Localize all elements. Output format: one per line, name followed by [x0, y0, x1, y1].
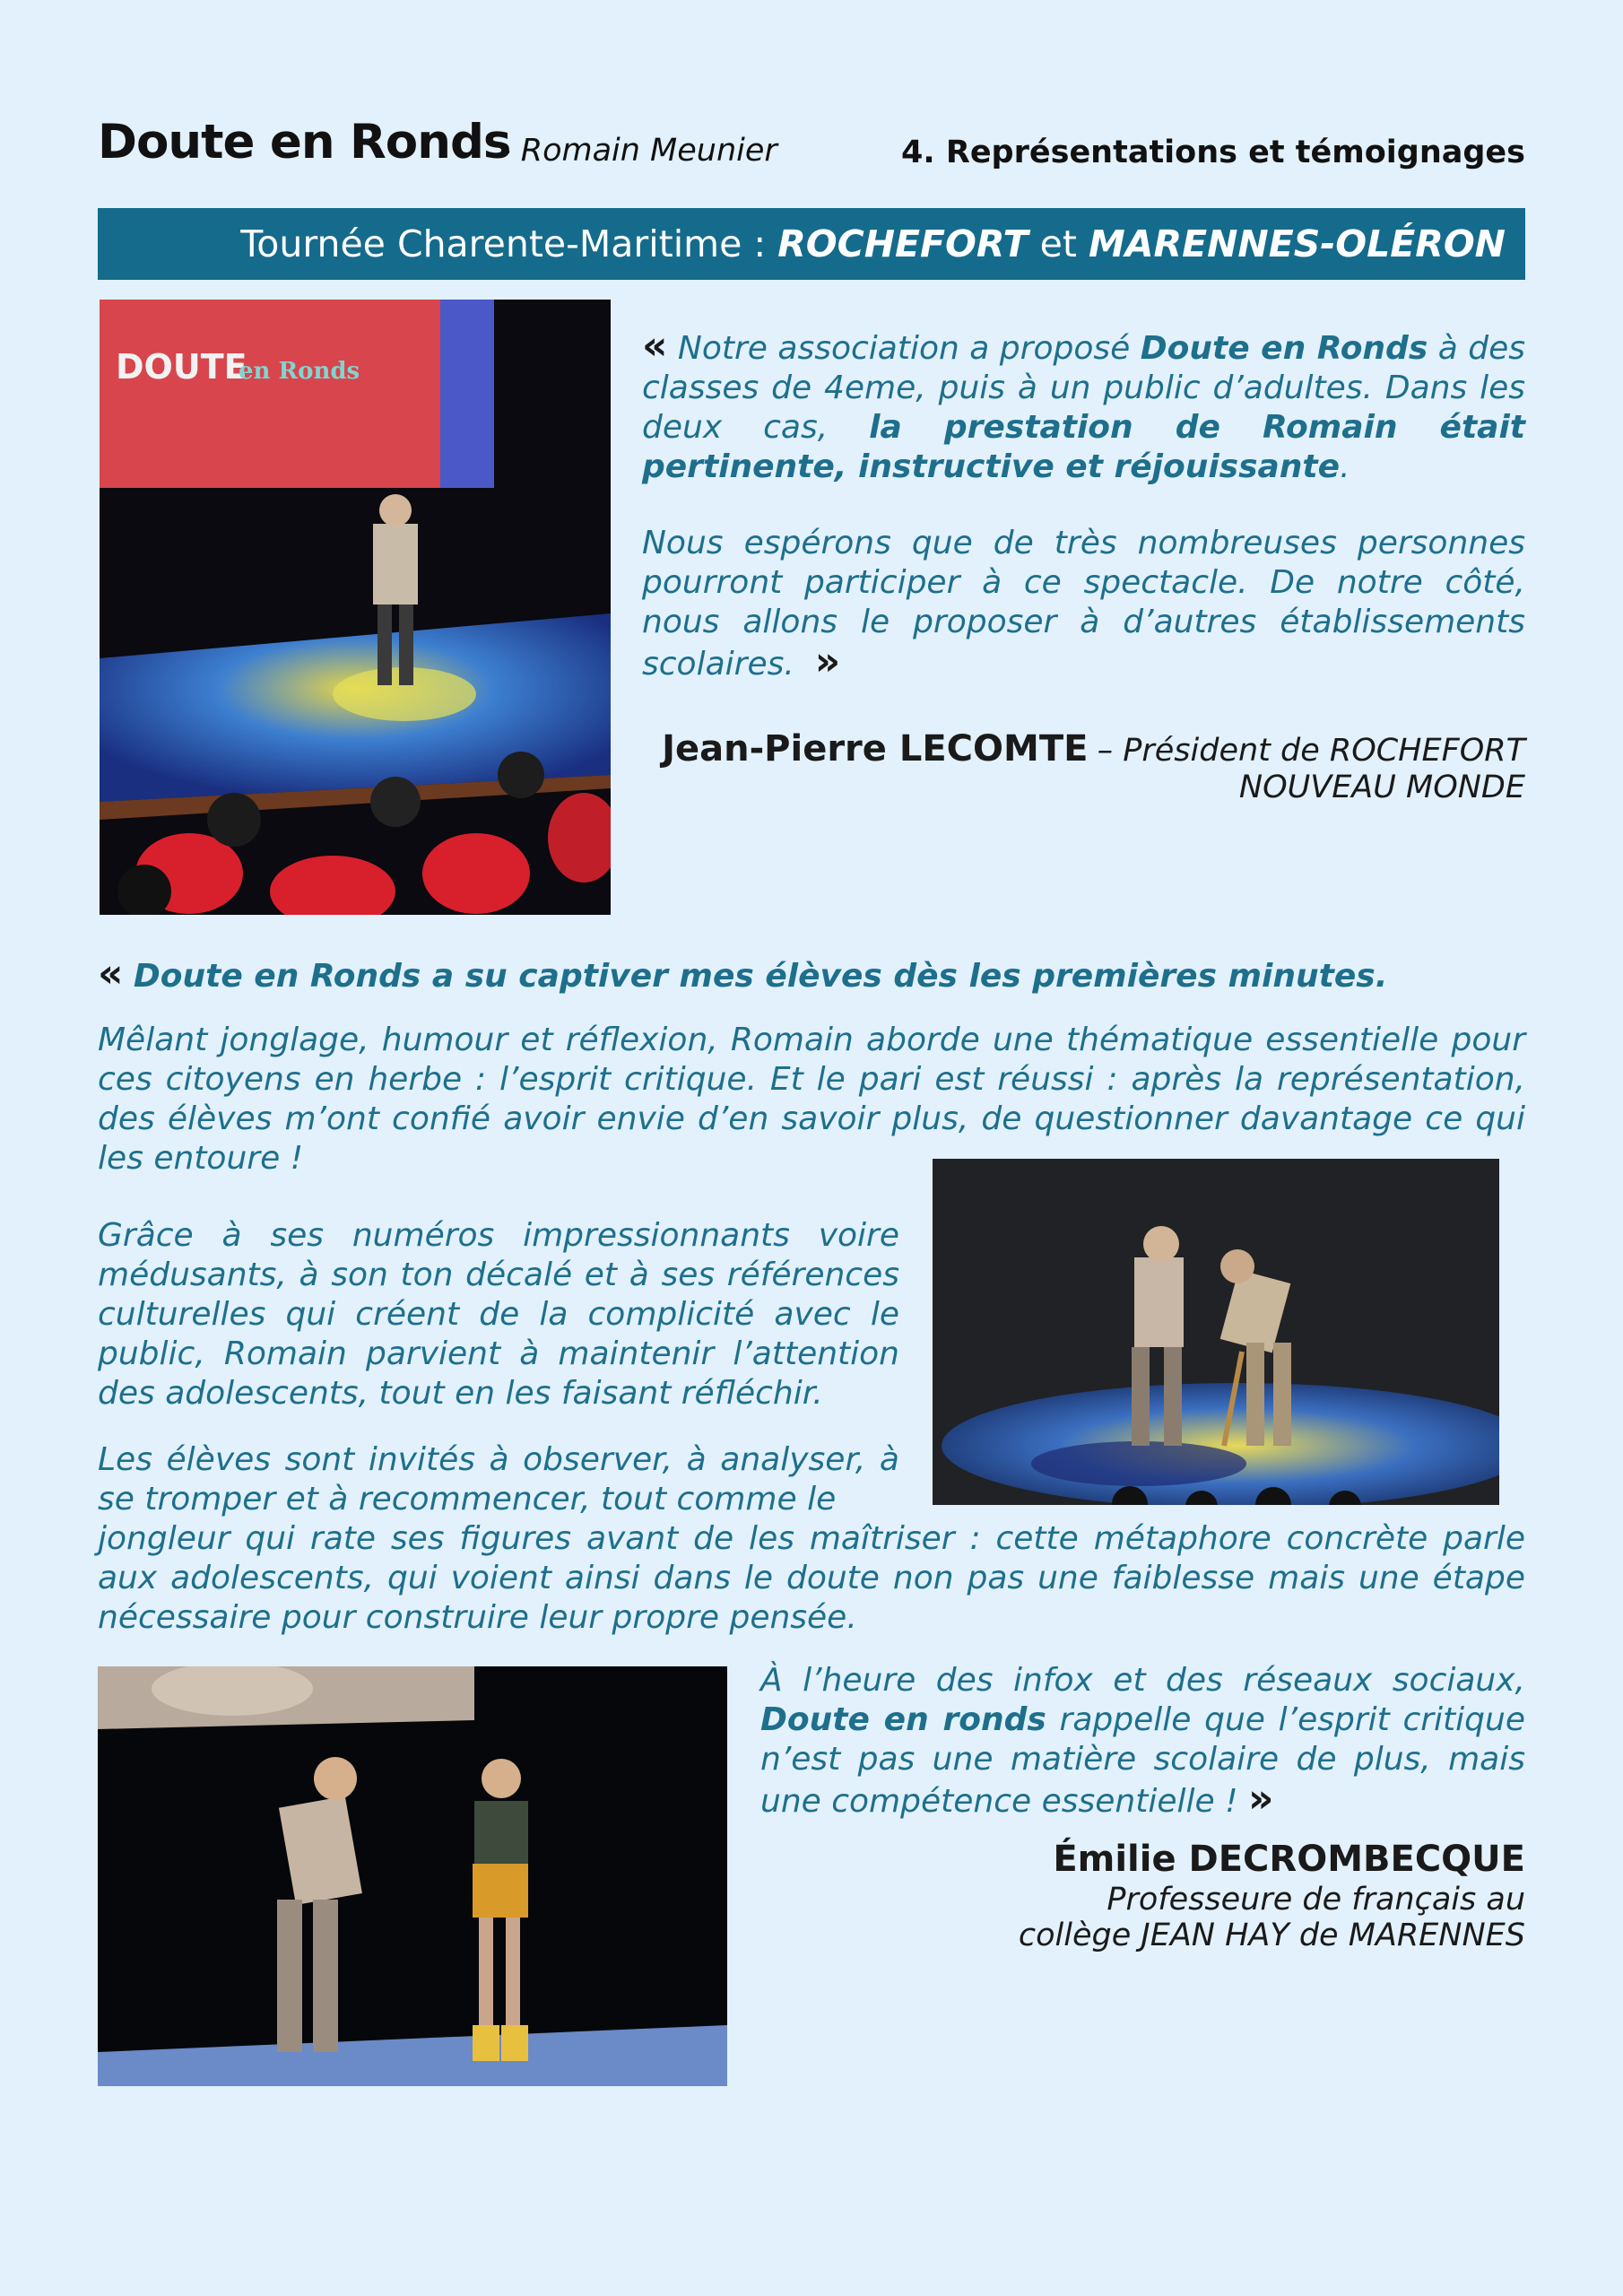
quote2-paragraph-3a: Les élèves sont invités à observer, à analyser, à se tromper et à recommencer, tout comme le: [98, 1441, 899, 1518]
quote1-text-a: Notre association a proposé: [667, 330, 1141, 367]
signature-name-2: Émilie DECROMBECQUE: [1053, 1839, 1525, 1880]
quote-rochefort-p2: [642, 524, 1525, 684]
quote1-highlight: la prestation de Romain était pertinente, instructive et réjouissante: [642, 409, 1526, 485]
duo-photo-illustration: [98, 1666, 727, 2086]
banner-city-marennes: MARENNES-OLÉRON: [1088, 222, 1506, 265]
quote2-paragraph-2: Grâce à ses numéros impressionnants voire médusants, à son ton décalé et à ses références culturelles qui créent de la complicité avec le public, Romain parvient à maintenir l’attention des adolescents, tout en les faisant réfléchir.: [98, 1217, 899, 1412]
signature-role-2: NOUVEAU MONDE: [1238, 770, 1525, 805]
doc-author: - Romain Meunier: [499, 133, 777, 169]
quote2-paragraph-4: [760, 1661, 1525, 1822]
quote-marennes-lead: [98, 951, 1525, 996]
stage-photo-illustration: [100, 300, 611, 915]
banner-city-rochefort: ROCHEFORT: [777, 222, 1028, 265]
signature-lecomte: [642, 728, 1525, 805]
quote2-lead: Doute en Ronds a su captiver mes élèves dès les premières minutes.: [133, 958, 1388, 995]
banner-prefix: Tournée Charente-Maritime :: [240, 222, 778, 265]
quote2-text-c: rappelle que l’esprit critique n’est pas une matière scolaire de plus, mais une compétence essentielle !: [760, 1701, 1525, 1820]
quote2-paragraph-3b: jongleur qui rate ses figures avant de les maîtriser : cette métaphore concrète parle aux adolescents, qui voient ainsi dans le doute non pas une faiblesse mais une étape nécessaire pour construire leur propre pensée.: [98, 1520, 1525, 1636]
header: [98, 115, 1525, 178]
quote1-paragraph-2: Nous espérons que de très nombreuses personnes pourront participer à ce spectacle. De notre côté, nous allons le proposer à d’autres établissements scolaires.: [642, 525, 1525, 683]
close-quote-mark: »: [814, 639, 841, 684]
photo-stage-screen: [100, 300, 611, 915]
quote2-text-a: À l’heure des infox et des réseaux sociaux,: [760, 1662, 1525, 1699]
banner-joiner: et: [1028, 222, 1089, 265]
photo-two-performers: [98, 1666, 727, 2086]
photo-two-performers-cane: [933, 1159, 1499, 1505]
close-quote-mark-2: »: [1247, 1776, 1274, 1822]
quote2-paragraph-1: Mêlant jonglage, humour et réflexion, Romain aborde une thématique essentielle pour ces citoyens en herbe : l’esprit critique. Et le pari est réussi : après la représentation, des élèves m’ont confié avoir envie d’en savoir plus, de questionner davantage ce qui les entoure !: [98, 1022, 1525, 1177]
quote1-text-c: à des classes de 4eme, puis à un public d’adultes. Dans les deux cas,: [642, 330, 1526, 446]
signature-decrombecque: [760, 1839, 1525, 1953]
screen-text-ronds: en Ronds: [239, 358, 360, 385]
quote1-text-e: .: [1340, 448, 1350, 485]
tour-banner: [98, 208, 1525, 280]
quote1-show-name: Doute en Ronds: [1140, 330, 1428, 367]
section-title: 4. Représentations et témoignages: [901, 135, 1525, 170]
doc-title: Doute en Ronds: [98, 115, 511, 170]
screen-text-doute: DOUTE: [116, 347, 247, 387]
signature-role-2b: collège JEAN HAY de MARENNES: [1018, 1918, 1525, 1953]
quote2-show-name: Doute en ronds: [760, 1701, 1046, 1738]
signature-role-2a: Professeure de français au: [1107, 1882, 1525, 1918]
signature-name: Jean-Pierre LECOMTE: [662, 728, 1089, 770]
quote-rochefort: [642, 323, 1526, 487]
cane-photo-illustration: [933, 1159, 1499, 1505]
open-quote-mark-2: «: [98, 951, 124, 996]
signature-role: – Président de ROCHEFORT: [1097, 733, 1525, 769]
open-quote-mark: «: [642, 323, 668, 369]
